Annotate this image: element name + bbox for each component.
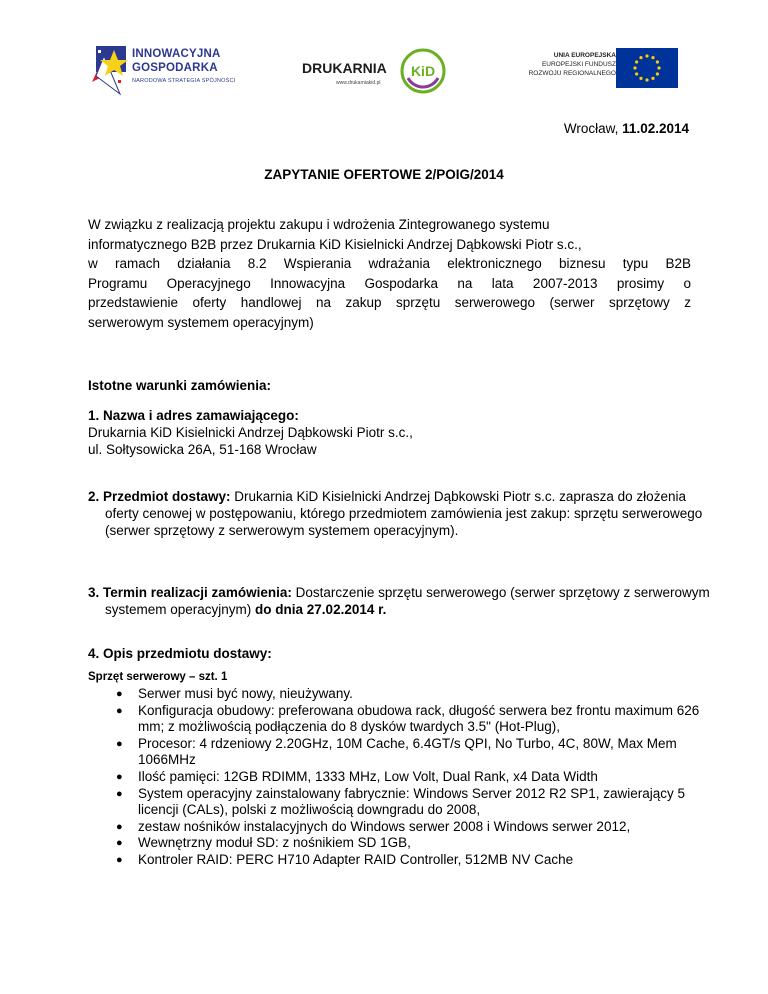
bullet-icon: ●: [116, 853, 123, 866]
list-item: [112, 819, 702, 836]
bullet-icon: ●: [116, 837, 123, 850]
drukarnia-kid-logo: [298, 40, 468, 102]
innowacyjna-gospodarka-logo: [90, 38, 252, 108]
section-2-heading: 2. Przedmiot dostawy:: [88, 489, 231, 504]
ig-logo-line3: NARODOWA STRATEGIA SPÓJNOŚCI: [132, 78, 236, 84]
list-item: [112, 769, 702, 786]
section-2-text: Drukarnia KiD Kisielnicki Andrzej Dąbkowski Piotr s.c. zaprasza do złożenia oferty cenowej w postępowaniu, którego przedmiotem zamówienia jest zakup: sprzętu serwerowego (serwer sprzętowy z serwerowym systemem operacyjnym).: [105, 489, 703, 538]
kid-logo-word: DRUKARNIA: [302, 60, 387, 76]
eu-fund-logo: [510, 48, 680, 90]
list-item: [112, 703, 702, 736]
kid-badge-text: KiD: [410, 63, 436, 79]
section-4: [88, 645, 700, 662]
bullet-icon: ●: [116, 820, 123, 833]
list-item-text: Kontroler RAID: PERC H710 Adapter RAID Controller, 512MB NV Cache: [138, 851, 574, 867]
section-3-deadline: do dnia 27.02.2014 r.: [255, 602, 387, 617]
section-1-heading: 1. Nazwa i adres zamawiającego:: [88, 408, 299, 423]
specification-list: [112, 686, 702, 869]
eu-flag-icon: [616, 48, 678, 88]
section-1-line2: ul. Sołtysowicka 26A, 51-168 Wrocław: [88, 442, 317, 457]
section-1: [88, 407, 700, 458]
kid-badge-icon: [400, 48, 446, 94]
list-item-text: Serwer musi być nowy, nieużywany.: [138, 686, 353, 701]
section-1-line1: Drukarnia KiD Kisielnicki Andrzej Dąbkowski Piotr s.c.,: [88, 425, 413, 440]
date-value: 11.02.2014: [622, 121, 689, 136]
intro-line: W związku z realizacją projektu zakupu i wdrożenia Zintegrowanego systemu: [88, 217, 550, 232]
list-item-text: zestaw nośników instalacyjnych do Windows serwer 2008 i Windows serwer 2012,: [138, 818, 631, 834]
list-item: [112, 852, 702, 869]
section-4-heading: 4. Opis przedmiotu dostawy:: [88, 646, 272, 661]
intro-line: przedstawienie oferty handlowej na zakup sprzętu serwerowego (serwer sprzętowy z: [88, 295, 691, 310]
bullet-icon: ●: [116, 704, 123, 717]
kid-logo-url: www.drukarniakid.pl: [336, 80, 381, 86]
eu-logo-line3: ROZWOJU REGIONALNEGO: [528, 70, 616, 77]
ig-star-icon: [90, 42, 130, 98]
intro-line: w ramach działania 8.2 Wspierania wdrażania elektronicznego biznesu typu B2B: [88, 256, 691, 271]
equipment-heading: Sprzęt serwerowy – szt. 1: [88, 671, 228, 683]
intro-paragraph: [88, 215, 691, 332]
section-3-text: Dostarczenie sprzętu serwerowego (serwer sprzętowy z serwerowym systemem operacyjnym): [105, 585, 710, 617]
list-item-text: System operacyjny zainstalowany fabrycznie: Windows Server 2012 R2 SP1, zawierający 5 licencji (CALs), polski z możliwością downgradu do 2008,: [138, 785, 685, 818]
intro-line: Programu Operacyjnego Innowacyjna Gospodarka na lata 2007-2013 prosimy o: [88, 275, 691, 291]
bullet-icon: ●: [116, 787, 123, 800]
section-2: [88, 488, 717, 539]
intro-line: serwerowym systemem operacyjnym): [88, 314, 314, 330]
date-prefix: Wrocław,: [563, 121, 623, 136]
list-item: [112, 686, 702, 703]
list-item-text: Ilość pamięci: 12GB RDIMM, 1333 MHz, Low Volt, Dual Rank, x4 Data Width: [138, 768, 598, 784]
eu-logo-line2: EUROPEJSKI FUNDUSZ: [541, 61, 616, 68]
list-item: [112, 736, 702, 769]
list-item: [112, 835, 702, 852]
document-date: [564, 121, 689, 136]
conditions-heading: Istotne warunki zamówienia:: [88, 378, 272, 393]
bullet-icon: ●: [116, 737, 123, 750]
ig-logo-line1: INNOWACYJNA: [132, 48, 221, 60]
section-3: [88, 584, 717, 618]
ig-logo-line2: GOSPODARKA: [132, 62, 218, 74]
list-item-text: Wewnętrzny moduł SD: z nośnikiem SD 1GB,: [138, 835, 411, 851]
intro-line: informatycznego B2B przez Drukarnia KiD Kisielnicki Andrzej Dąbkowski Piotr s.c.,: [88, 236, 582, 252]
list-item-text: Konfiguracja obudowy: preferowana obudowa rack, długość serwera bez frontu maximum 626 mm; z możliwością podłączenia do 8 dysków twardych 3.5" (Hot-Plug),: [138, 702, 700, 735]
eu-logo-line1: UNIA EUROPEJSKA: [553, 52, 616, 59]
section-3-heading: 3. Termin realizacji zamówienia:: [88, 585, 292, 600]
bullet-icon: ●: [116, 688, 123, 700]
bullet-icon: ●: [116, 770, 123, 783]
document-title: ZAPYTANIE OFERTOWE 2/POIG/2014: [264, 167, 504, 182]
list-item-text: Procesor: 4 rdzeniowy 2.20GHz, 10M Cache, 6.4GT/s QPI, No Turbo, 4C, 80W, Max Mem 1066MHz: [138, 735, 677, 768]
list-item: [112, 786, 702, 819]
